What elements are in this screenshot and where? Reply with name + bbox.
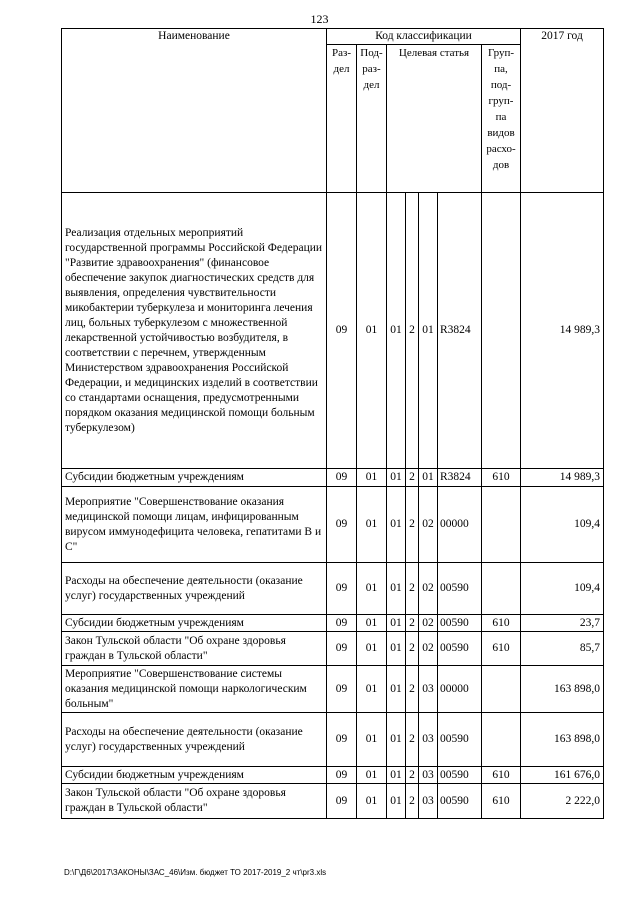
row-target-program: 01 [387,713,406,767]
table-row [62,784,604,819]
row-target-direction: 00590 [438,632,482,666]
row-amount: 163 898,0 [521,713,604,767]
row-razdel: 09 [327,767,357,784]
row-razdel: 09 [327,632,357,666]
file-path-footer: D:\Г\Д6\2017\ЗАКОНЫ\ЗАС_46\Изм. бюджет ТО 2017-2019_2 чт\pr3.xls [64,868,327,877]
row-target-program: 01 [387,615,406,632]
row-target-subprogram: 2 [406,563,419,615]
table-row [62,563,604,615]
row-target-subprogram: 2 [406,632,419,666]
header-name: Наименование [62,29,327,193]
table-row [62,767,604,784]
row-podrazdel: 01 [357,632,387,666]
row-group [482,563,521,615]
row-podrazdel: 01 [357,784,387,819]
row-target-program: 01 [387,469,406,487]
row-name: Реализация отдельных мероприятий государственной программы Российской Федерации "Развитие здравоохранения" (финансовое обеспечение закупок диагностических средств для выявления, определения чувствительности микобактерии туберкулеза и мониторинга лечения лиц, больных туберкулезом с множественной лекарственной устойчивостью возбудителя, в соответствии с перечнем, утвержденным Министерством здравоохранения Российской Федерации, и медицинских изделий в соответствии со стандартами оснащения, предусмотренными порядком оказания медицинской помощи больным туберкулезом) [62,193,327,469]
row-podrazdel: 01 [357,469,387,487]
row-podrazdel: 01 [357,713,387,767]
row-name: Закон Тульской области "Об охране здоровья граждан в Тульской области" [62,784,327,819]
row-podrazdel: 01 [357,563,387,615]
row-target-program: 01 [387,767,406,784]
table-row [62,193,604,469]
table-row [62,469,604,487]
row-name: Расходы на обеспечение деятельности (оказание услуг) государственных учреждений [62,563,327,615]
table-row [62,713,604,767]
row-razdel: 09 [327,615,357,632]
table-row [62,632,604,666]
row-target-program: 01 [387,563,406,615]
row-target-direction: 00590 [438,615,482,632]
row-name: Мероприятие "Совершенствование системы оказания медицинской помощи наркологическим больным" [62,666,327,713]
row-target-program: 01 [387,666,406,713]
header-group: Груп- па, под- груп- па видов расхо- дов [482,45,521,193]
row-podrazdel: 01 [357,767,387,784]
row-name: Мероприятие "Совершенствование оказания медицинской помощи лицам, инфицированным вирусом иммунодефицита человека, гепатитами В и С" [62,487,327,563]
row-razdel: 09 [327,666,357,713]
row-target-event: 03 [419,713,438,767]
row-group [482,713,521,767]
row-target-subprogram: 2 [406,469,419,487]
row-group: 610 [482,632,521,666]
row-target-event: 02 [419,487,438,563]
row-target-direction: 00590 [438,563,482,615]
row-name: Субсидии бюджетным учреждениям [62,469,327,487]
row-target-direction: 00590 [438,713,482,767]
table-row [62,666,604,713]
row-amount: 109,4 [521,563,604,615]
row-group [482,666,521,713]
row-target-direction: R3824 [438,193,482,469]
row-group: 610 [482,767,521,784]
budget-table [61,28,604,819]
row-podrazdel: 01 [357,666,387,713]
row-group [482,487,521,563]
row-razdel: 09 [327,713,357,767]
row-target-program: 01 [387,784,406,819]
row-razdel: 09 [327,193,357,469]
header-code: Код классификации [327,29,521,45]
header-target: Целевая статья [387,45,482,193]
row-target-subprogram: 2 [406,487,419,563]
row-target-direction: 00590 [438,784,482,819]
row-target-subprogram: 2 [406,193,419,469]
row-target-event: 02 [419,563,438,615]
row-target-subprogram: 2 [406,713,419,767]
row-amount: 14 989,3 [521,193,604,469]
row-target-direction: 00000 [438,666,482,713]
row-target-event: 03 [419,767,438,784]
row-amount: 2 222,0 [521,784,604,819]
row-target-program: 01 [387,487,406,563]
row-name: Субсидии бюджетным учреждениям [62,615,327,632]
row-target-direction: 00000 [438,487,482,563]
row-group: 610 [482,784,521,819]
table-row [62,615,604,632]
row-razdel: 09 [327,487,357,563]
row-target-subprogram: 2 [406,615,419,632]
row-amount: 14 989,3 [521,469,604,487]
row-target-direction: R3824 [438,469,482,487]
row-group: 610 [482,469,521,487]
table-row [62,487,604,563]
row-target-program: 01 [387,193,406,469]
row-target-event: 02 [419,632,438,666]
row-razdel: 09 [327,563,357,615]
page-number: 123 [310,12,329,26]
row-name: Расходы на обеспечение деятельности (оказание услуг) государственных учреждений [62,713,327,767]
row-group: 610 [482,615,521,632]
row-target-subprogram: 2 [406,767,419,784]
row-name: Субсидии бюджетным учреждениям [62,767,327,784]
header-podrazdel: Под- раз- дел [357,45,387,193]
row-podrazdel: 01 [357,615,387,632]
row-amount: 161 676,0 [521,767,604,784]
row-target-event: 03 [419,784,438,819]
row-target-direction: 00590 [438,767,482,784]
row-amount: 163 898,0 [521,666,604,713]
row-target-subprogram: 2 [406,784,419,819]
row-amount: 85,7 [521,632,604,666]
row-name: Закон Тульской области "Об охране здоровья граждан в Тульской области" [62,632,327,666]
row-target-subprogram: 2 [406,666,419,713]
row-amount: 109,4 [521,487,604,563]
row-podrazdel: 01 [357,487,387,563]
table-body [62,193,604,819]
row-target-program: 01 [387,632,406,666]
row-target-event: 01 [419,193,438,469]
row-target-event: 03 [419,666,438,713]
row-razdel: 09 [327,784,357,819]
header-year: 2017 год [521,29,604,193]
row-podrazdel: 01 [357,193,387,469]
row-target-event: 01 [419,469,438,487]
row-target-event: 02 [419,615,438,632]
row-razdel: 09 [327,469,357,487]
header-razdel: Раз- дел [327,45,357,193]
row-amount: 23,7 [521,615,604,632]
row-group [482,193,521,469]
